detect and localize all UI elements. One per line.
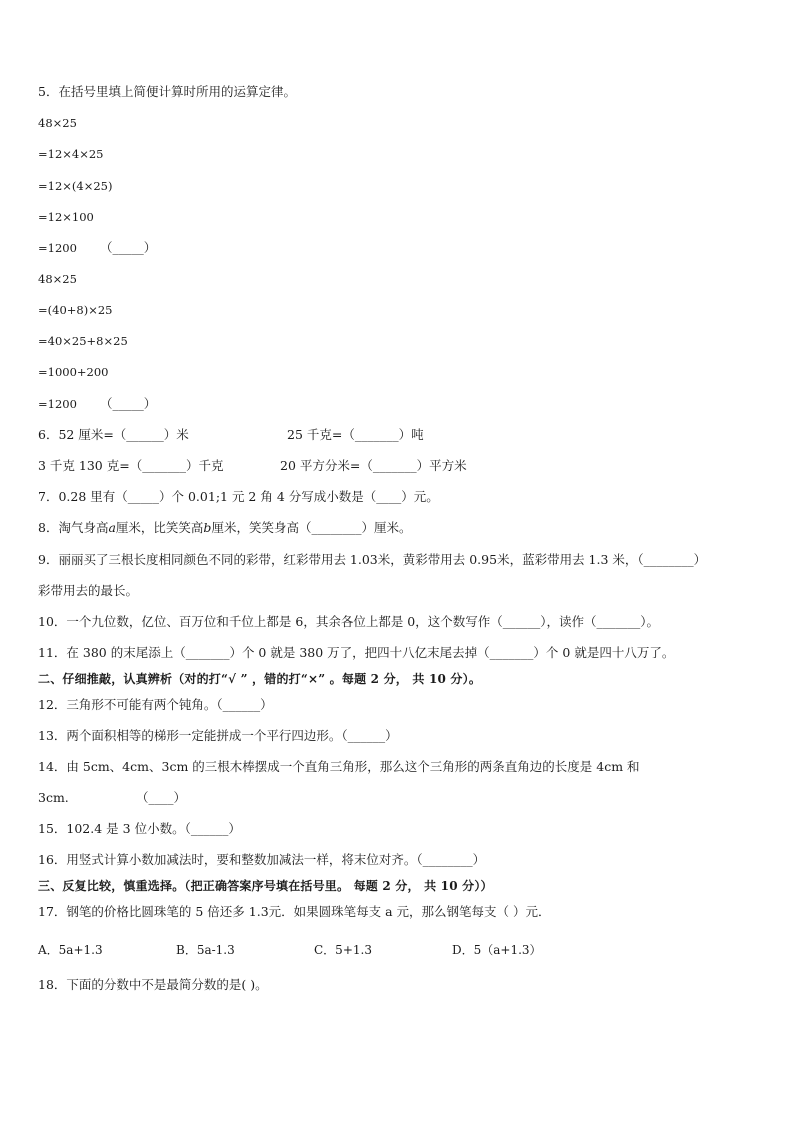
q5-calc1-line1: 48×25 — [38, 116, 77, 130]
section-3-heading: 三、反复比较，慎重选择。（把正确答案序号填在括号里。 每题 2 分， 共 10 分）） — [38, 879, 493, 893]
q8-var-a: a — [108, 520, 116, 535]
q8-part2: 厘米，比笑笑高 — [115, 520, 204, 535]
q6-part-a: 6．52 厘米=（______）米 — [38, 427, 189, 442]
q18-text: 18．下面的分数中不是最简分数的是( )。 — [38, 977, 268, 992]
q8-text — [38, 520, 411, 536]
q5-calc1-line2: =12×4×25 — [38, 147, 104, 161]
q8-var-b: b — [203, 520, 212, 535]
q17-option-a[interactable]: A．5a+1.3 — [38, 943, 103, 957]
q14-line2: 3cm. — [38, 790, 69, 805]
q5-calc2-line4: =1000+200 — [38, 365, 109, 379]
q9-line1: 9．丽丽买了三根长度相同颜色不同的彩带，红彩带用去 1.03米，黄彩带用去 0.95米，蓝彩带用去 1.3 米，（________） — [38, 552, 707, 567]
q17-option-b[interactable]: B．5a-1.3 — [176, 943, 235, 957]
section-2-heading: 二、仔细推敲，认真辨析（对的打“√ ” ，错的打“×” 。每题 2 分， 共 10 分）。 — [38, 672, 482, 686]
q14-line1: 14．由 5cm、4cm、3cm 的三根木棒摆成一个直角三角形，那么这个三角形的两条直角边的长度是 4cm 和 — [38, 759, 640, 774]
q5-calc2-answer-blank[interactable]: （_____） — [100, 396, 157, 411]
q6-part-d: 20 平方分米=（_______）平方米 — [280, 458, 467, 473]
q9-line2: 彩带用去的最长。 — [38, 583, 139, 598]
q15-text: 15．102.4 是 3 位小数。（______） — [38, 821, 241, 836]
q5-calc1-line3: =12×(4×25) — [38, 179, 113, 193]
q12-text: 12．三角形不可能有两个钝角。（______） — [38, 697, 273, 712]
q17-option-d[interactable]: D．5（a+1.3） — [452, 943, 542, 957]
q7-text: 7．0.28 里有（_____）个 0.01;1 元 2 角 4 分写成小数是（____）元。 — [38, 489, 439, 504]
q5-calc2-line2: =(40+8)×25 — [38, 303, 113, 317]
q14-answer-blank[interactable]: （____） — [136, 790, 187, 805]
q5-calc2-line5: =1200 — [38, 397, 77, 411]
q8-part3: 厘米，笑笑身高（________）厘米。 — [211, 520, 412, 535]
q13-text: 13．两个面积相等的梯形一定能拼成一个平行四边形。（______） — [38, 728, 398, 743]
q5-title: 5．在括号里填上简便计算时所用的运算定律。 — [38, 84, 296, 99]
q11-text: 11．在 380 的末尾添上（_______）个 0 就是 380 万了，把四十八亿末尾去掉（_______）个 0 就是四十八万了。 — [38, 645, 675, 660]
q5-calc2-line1: 48×25 — [38, 272, 77, 286]
q17-option-c[interactable]: C．5+1.3 — [314, 943, 372, 957]
q5-calc2-line3: =40×25+8×25 — [38, 334, 128, 348]
q8-part1: 8．淘气身高 — [38, 520, 109, 535]
q6-part-c: 3 千克 130 克=（_______）千克 — [38, 458, 224, 473]
q5-calc1-line4: =12×100 — [38, 210, 94, 224]
q5-calc1-answer-blank[interactable]: （_____） — [100, 240, 157, 255]
q6-part-b: 25 千克=（_______）吨 — [287, 427, 424, 442]
q17-stem: 17．钢笔的价格比圆珠笔的 5 倍还多 1.3元．如果圆珠笔每支 a 元，那么钢笔每支（ ）元． — [38, 904, 551, 919]
q5-calc1-line5: =1200 — [38, 241, 77, 255]
q16-text: 16．用竖式计算小数加减法时，要和整数加减法一样，将末位对齐。（________） — [38, 852, 486, 867]
q10-text: 10．一个九位数，亿位、百万位和千位上都是 6，其余各位上都是 0，这个数写作（______），读作（_______）。 — [38, 614, 660, 629]
